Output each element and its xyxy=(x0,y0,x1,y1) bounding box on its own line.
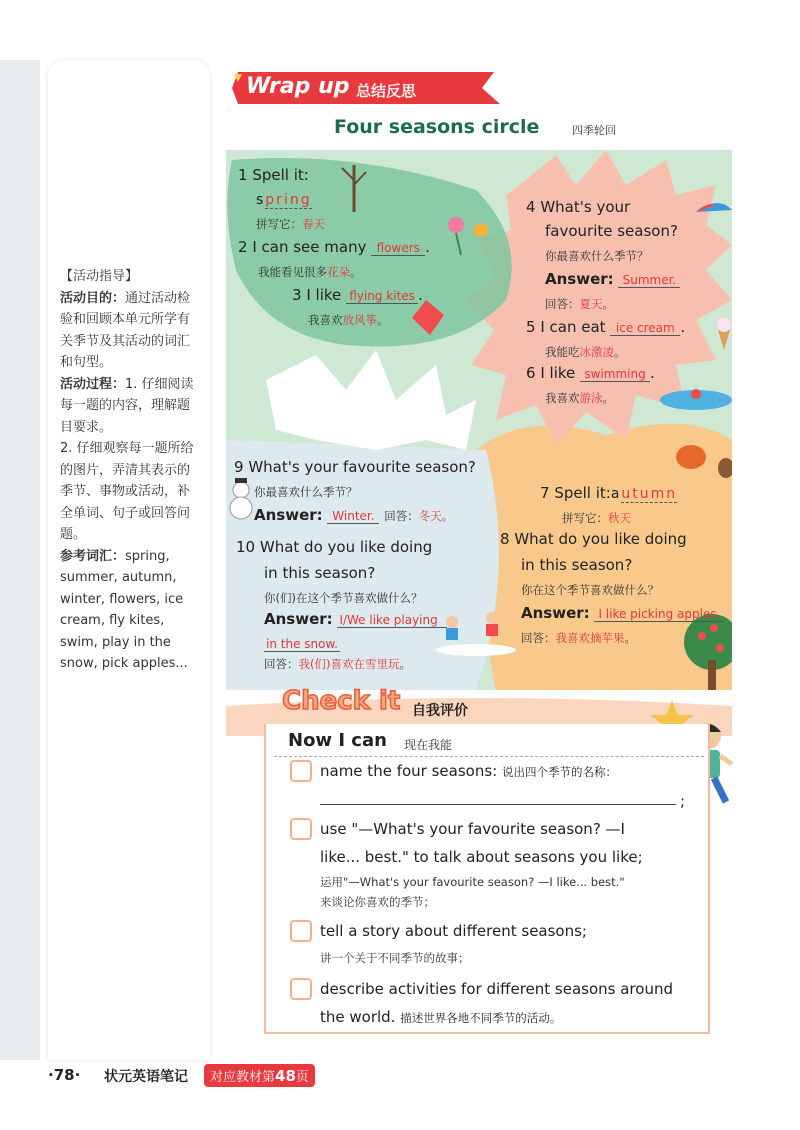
item-name-seasons: name the four seasons: 说出四个季节的名称： xyxy=(320,762,617,780)
checkbox-name-seasons[interactable] xyxy=(290,760,312,782)
q4-cn: 你最喜欢什么季节？ xyxy=(545,249,649,263)
guide-heading: 【活动指导】 xyxy=(60,269,139,284)
q9-cn: 你最喜欢什么季节？ xyxy=(254,485,358,499)
q1-spell[interactable] xyxy=(256,192,312,208)
page-title: Four seasons circle xyxy=(334,116,540,138)
q3-prompt: 3 I like flying kites . xyxy=(292,286,423,304)
guide-purpose-label: 活动目的： xyxy=(60,290,126,306)
q10-answer-1[interactable]: I/We like playing xyxy=(337,613,447,628)
item-describe-line2: the world. 描述世界各地不同季节的活动。 xyxy=(320,1008,562,1026)
item-tell-story-cn: 讲一个关于不同季节的故事； xyxy=(320,951,470,965)
q1-letter: s xyxy=(256,192,266,208)
checkbox-favourite-season[interactable] xyxy=(290,818,312,840)
q3-answer[interactable]: flying kites xyxy=(346,289,418,304)
item-tell-story: tell a story about different seasons; xyxy=(320,922,587,940)
guide-process-label: 活动过程： xyxy=(60,376,126,392)
item-favourite-cn1: 运用"—What's your favourite season? —I like... best." xyxy=(320,875,625,889)
q9-answer-row: Answer: Winter. 回答：冬天。 xyxy=(254,506,454,524)
ice-cream-icon xyxy=(717,318,731,350)
q4-cn-answer: 回答：夏天。 xyxy=(545,297,614,311)
q8-line2: in this season? xyxy=(521,556,633,574)
wrap-up-title-cn: 总结反思 xyxy=(356,82,417,100)
wrap-up-title: Wrap up xyxy=(246,74,350,99)
q1-prompt xyxy=(238,166,309,184)
item-favourite-line2: like... best." to talk about seasons you like; xyxy=(320,848,643,866)
guide-ref-label: 参考词汇： xyxy=(60,548,126,564)
q6-prompt: 6 I like swimming . xyxy=(526,364,655,382)
item-describe-line1: describe activities for different seasons around xyxy=(320,980,673,998)
q4-answer-row: Answer: Summer. xyxy=(545,270,680,288)
page-number: ·78· xyxy=(48,1066,81,1084)
activity-guide-text xyxy=(60,266,202,675)
q10-answer-row: Answer: I/We like playing xyxy=(264,610,447,628)
divider xyxy=(274,756,704,757)
q1-cn-answer: 春天 xyxy=(302,217,325,231)
q6-answer[interactable]: swimming xyxy=(580,367,650,382)
q10-answer-2[interactable]: in the snow. xyxy=(266,637,338,651)
item-favourite-cn2: 来谈论你喜欢的季节； xyxy=(320,895,435,909)
q8-answer[interactable]: I like picking apples. xyxy=(594,607,724,622)
q8-answer-row: Answer: I like picking apples. xyxy=(521,604,724,622)
q5-answer[interactable]: ice cream xyxy=(610,321,680,336)
q10-line1: 10 What do you like doing xyxy=(236,538,433,556)
q4-line1: 4 What's your xyxy=(526,198,631,216)
q6-cn: 我喜欢游泳。 xyxy=(545,391,614,405)
q4-answer[interactable]: Summer. xyxy=(618,273,680,288)
q1-blank: pring xyxy=(265,192,312,208)
checkbox-describe-activities[interactable] xyxy=(290,978,312,1000)
q8-cn-answer: 回答：我喜欢摘苹果。 xyxy=(521,631,636,645)
now-i-can-title: Now I can xyxy=(288,730,387,751)
q8-cn: 你在这个季节喜欢做什么？ xyxy=(521,583,659,597)
q1-cn: 拼写它：春天 xyxy=(256,217,325,231)
q10-answer-row-2 xyxy=(264,634,340,652)
textbook-page-ref: 对应教材第48页 xyxy=(204,1064,315,1087)
q10-line2: in this season? xyxy=(264,564,376,582)
item-name-seasons-write-line[interactable] xyxy=(320,804,676,805)
now-i-can-cn: 现在我能 xyxy=(404,738,453,752)
q7-spell[interactable]: autumn xyxy=(610,486,678,502)
q10-cn-answer: 回答：我(们)喜欢在雪里玩。 xyxy=(264,657,411,671)
q1-number: 1 xyxy=(238,166,248,184)
guide-process-text-2: 2. 仔细观察每一题所给的图片，弄清其表示的季节、事物或活动，补全单词、句子或回答问题。 xyxy=(60,441,194,542)
item-favourite-line1: use "—What's your favourite season? —I xyxy=(320,820,625,838)
q1-text: Spell it: xyxy=(252,166,309,184)
q9-answer[interactable]: Winter. xyxy=(327,509,379,524)
q3-cn: 我喜欢放风筝。 xyxy=(308,313,389,327)
checkbox-tell-story[interactable] xyxy=(290,920,312,942)
q7-cn: 拼写它：秋天 xyxy=(562,511,631,525)
page-edge-strip xyxy=(0,60,40,1060)
book-title: 状元英语笔记 xyxy=(104,1069,188,1085)
q9-prompt: 9 What's your favourite season? xyxy=(234,458,476,476)
q5-prompt: 5 I can eat ice cream . xyxy=(526,318,686,336)
check-it-title: Check it xyxy=(282,686,401,716)
q2-answer[interactable]: flowers xyxy=(371,241,425,256)
guide-purpose-text: 通过活动检验和回顾本单元所学有关季节及其活动的词汇和句型。 xyxy=(60,290,191,370)
q4-line2: favourite season? xyxy=(545,222,678,240)
q8-line1: 8 What do you like doing xyxy=(500,530,687,548)
guide-ref-text: spring, summer, autumn, winter, flowers, ice cream, fly kites, swim, play in the snow, pick apples... xyxy=(60,548,188,671)
page-title-cn: 四季轮回 xyxy=(572,124,616,137)
q2-cn: 我能看见很多花朵。 xyxy=(258,265,362,279)
q5-cn: 我能吃冰激凌。 xyxy=(545,345,626,359)
item-name-seasons-end: ; xyxy=(680,792,686,810)
q10-cn: 你(们)在这个季节喜欢做什么？ xyxy=(264,591,423,605)
check-it-title-cn: 自我评价 xyxy=(412,703,468,719)
q7-prompt: 7 Spell it:autumn xyxy=(540,484,678,502)
guide-process-text-1: 1. 仔细阅读每一题的内容，理解题目要求。 xyxy=(60,376,194,435)
q2-prompt: 2 I can see many flowers . xyxy=(238,238,431,256)
